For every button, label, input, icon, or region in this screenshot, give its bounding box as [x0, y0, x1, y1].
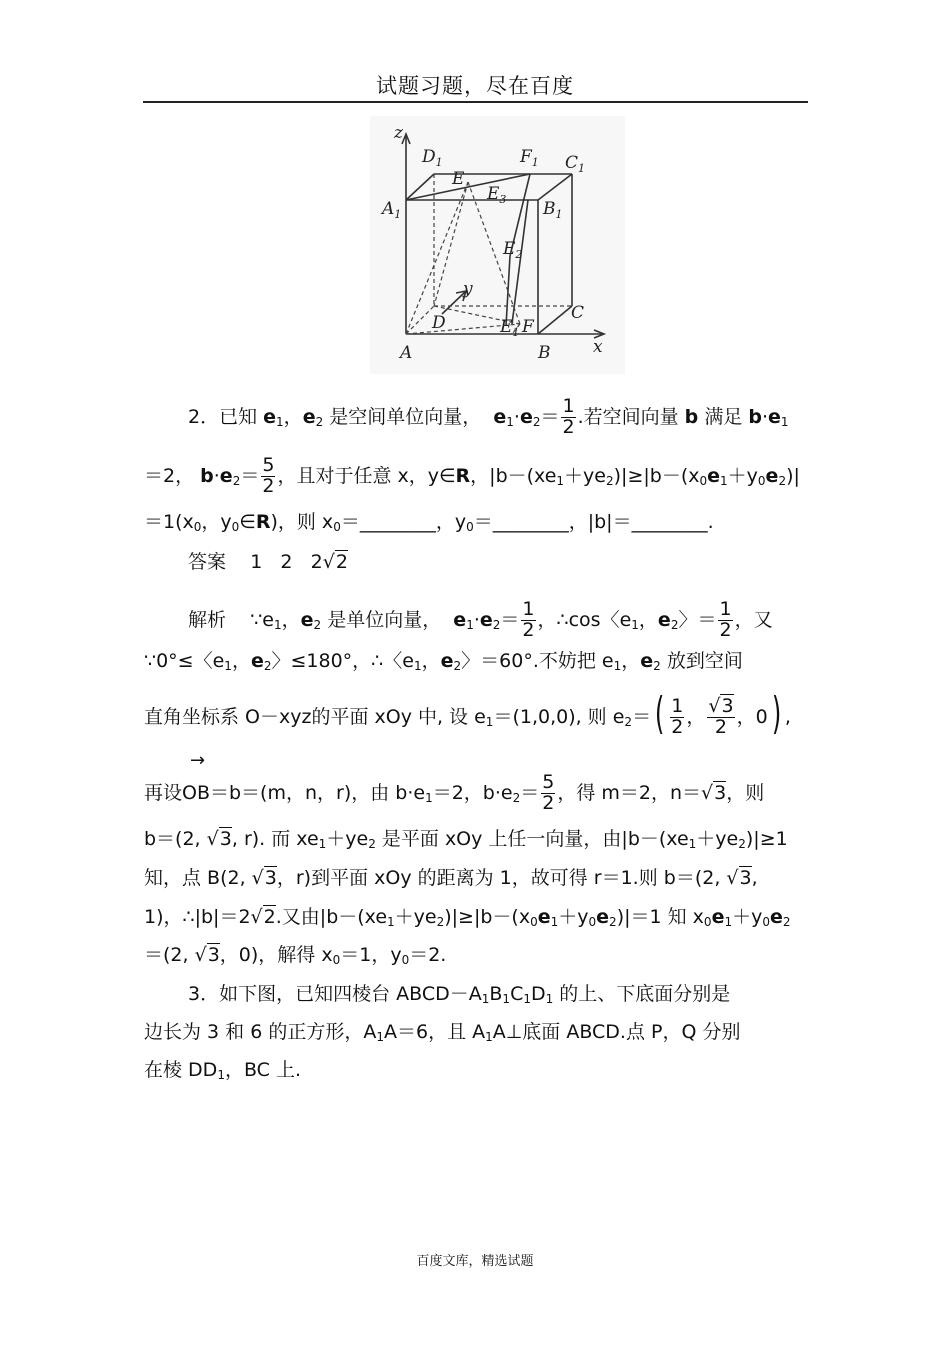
- answer-line: 答案 1 2 2√2: [188, 551, 348, 573]
- problem3-line2: 边长为 3 和 6 的正方形，$A_1A=6$，且 $A_1A\perp$底面 ABCD.点 P，Q 分别: [144, 1021, 741, 1044]
- page-header-title: 试题习题，尽在百度: [376, 74, 574, 98]
- problem2-line3: $=1(x_0$，$y_0\in R$)，则 $x_0=\_\_\_\_\_\_\_\_$，$y_0=\_\_\_\_\_\_\_\_$，|b|＝________.: [144, 511, 714, 534]
- problem3-line1: 3．如下图，已知四棱台 $ABCD-A_1B_1C_1D_1$ 的上、下底面分别是: [188, 983, 731, 1006]
- label-f1: $F_1$: [520, 147, 539, 169]
- label-b: B: [538, 343, 551, 363]
- analysis-line5: b＝(2, √3, r). 而 $xe_1+ye_2$ 是平面 xOy 上任一向量，由$|b-(xe_1+ye_2)|\ge 1$: [144, 828, 788, 851]
- label-c: C: [571, 303, 585, 323]
- label-e2: $E_2$: [503, 239, 523, 261]
- answer-label: 答案: [188, 551, 227, 573]
- problem2-line1: 2．已知 $e_1$，$e_2$ 是空间单位向量， $e_1\cdot e_2=$ $\frac{1}{2}$ .若空间向量 b 满足 $b\cdot e_1$: [188, 395, 789, 438]
- analysis-line3: 直角坐标系 O－xyz的平面 xOy 中, 设 $e_1=(1,0,0)$, 则 $e_2=$( $\frac{1}{2}$ ， $\frac{√3}{2}$ ，0) ,: [144, 688, 791, 740]
- label-e: E: [452, 169, 465, 189]
- analysis-line7: 1)，∴|b|＝2√2.又由$|b-(xe_1+ye_2)|\ge|b-(x_0e_1+y_0e_2)|=1$ 知 $x_0e_1+y_0e_2$: [144, 906, 791, 929]
- vector-arrow: →: [190, 750, 206, 771]
- page-footer: 百度文库，精选试题: [416, 1254, 534, 1269]
- label-z: z: [394, 123, 403, 143]
- problem2-line2: ＝2， $b\cdot e_2=$ $\frac{5}{2}$ ，且对于任意 x，y∈R，$|b-(xe_1+ye_2)|\ge|b-(x_0e_1+y_0e_2)|$: [144, 454, 800, 497]
- figure-background: [370, 116, 625, 374]
- label-f: F: [522, 317, 534, 337]
- analysis-line1: 解析 $\because e_1$，$e_2$ 是单位向量， $e_1\cdot e_2=$ $\frac{1}{2}$ ，∴cos〈$e_1$，$e_2$〉＝ $\frac{1}{2}$ ，又: [188, 598, 773, 641]
- label-a: A: [400, 343, 413, 363]
- analysis-line4: 再设OB＝b＝(m，n，r)，由 $b\cdot e_1=2$，$b\cdot e_2=$ $\frac{5}{2}$ ，得 m＝2，n＝√3，则: [144, 771, 765, 814]
- label-e1: $E_1$: [500, 317, 520, 339]
- analysis-line2: ∵0°≤〈$e_1$，$e_2$〉≤180°，∴〈$e_1$，$e_2$〉＝60°.不妨把 $e_1$，$e_2$ 放到空间: [144, 650, 743, 673]
- problem3-line3: 在棱 $DD_1$，BC 上.: [144, 1059, 301, 1082]
- header-divider: [143, 101, 808, 103]
- label-c1: $C_1$: [565, 153, 586, 175]
- label-e3: $E_3$: [487, 184, 507, 206]
- label-b1: $B_1$: [543, 199, 563, 221]
- label-d: D: [432, 313, 446, 333]
- fraction-five-halves: $\frac{5}{2}$: [262, 454, 275, 497]
- analysis-line6: 知，点 B(2, √3，r)到平面 xOy 的距离为 1，故可得 r＝1.则 b＝(2, √3,: [144, 867, 758, 889]
- analysis-label: 解析: [188, 608, 227, 631]
- label-x: x: [593, 337, 603, 357]
- label-a1: $A_1$: [382, 199, 402, 221]
- label-y: y: [463, 279, 473, 299]
- label-d1: $D_1$: [422, 147, 443, 169]
- cube-figure: [370, 116, 625, 374]
- fraction-one-half: $\frac{1}{2}$: [562, 395, 575, 438]
- analysis-line8: ＝(2, √3，0)，解得 $x_0=1$，$y_0=2$.: [144, 944, 447, 967]
